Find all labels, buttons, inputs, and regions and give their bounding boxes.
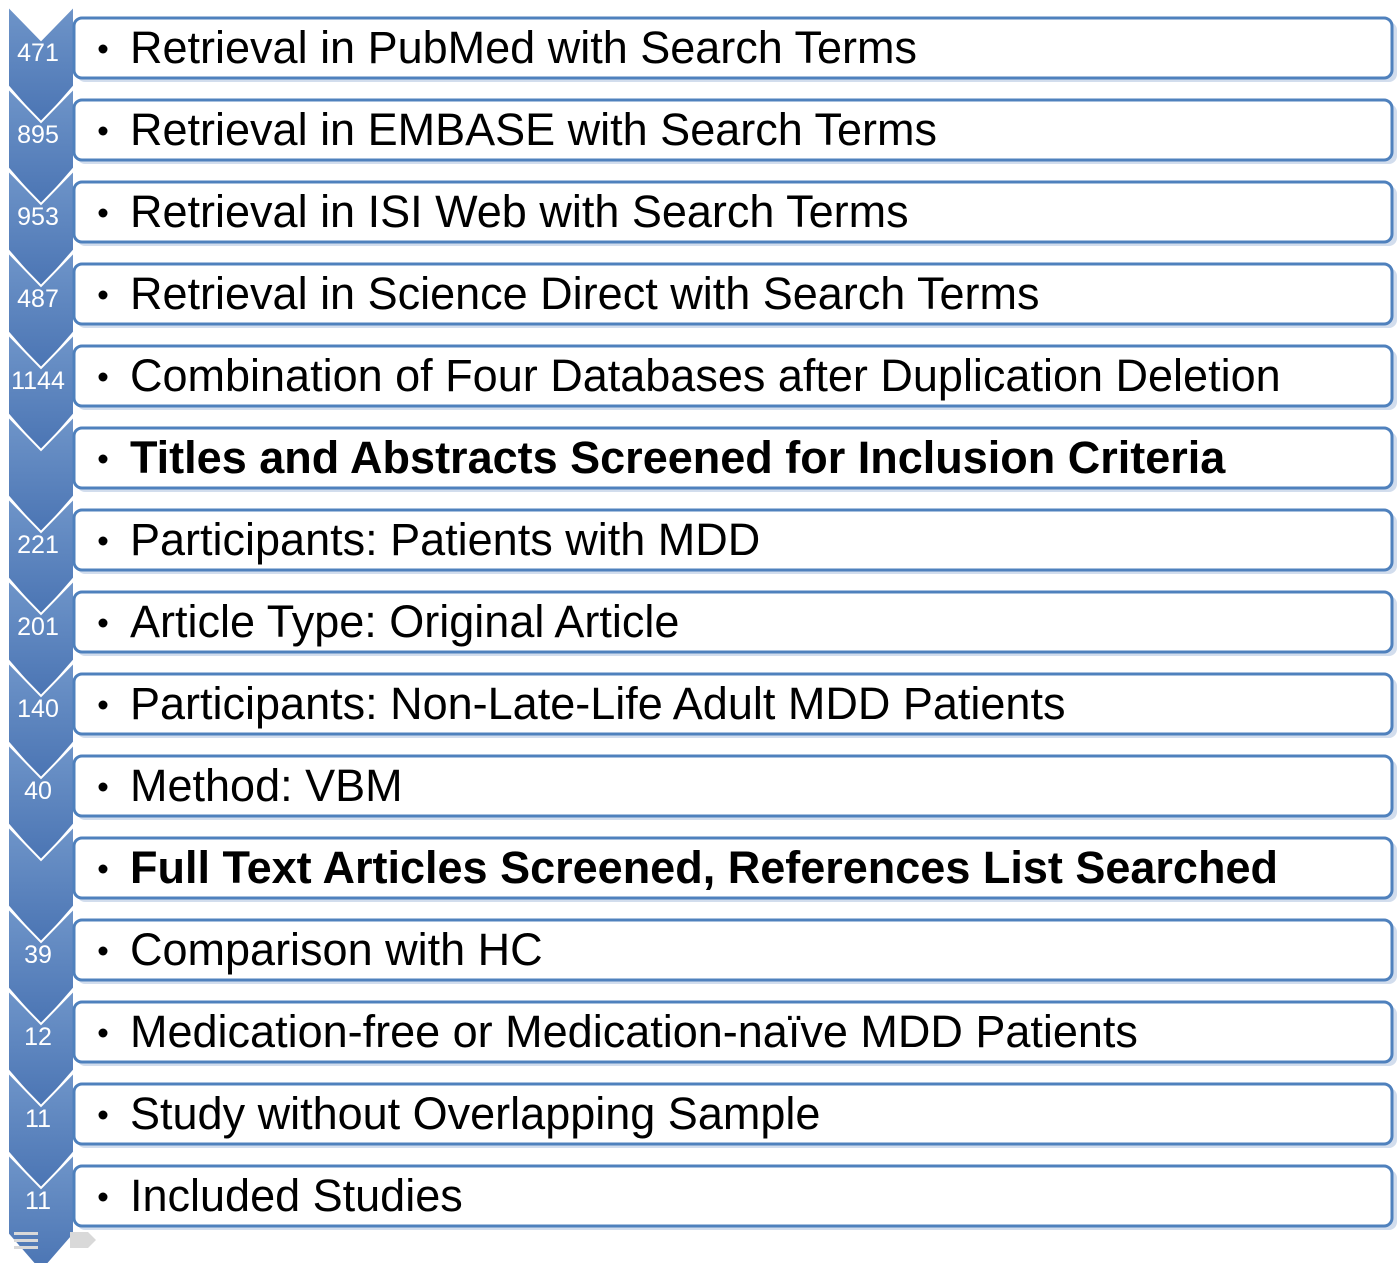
step-label: Retrieval in EMBASE with Search Terms [130,104,937,155]
flow-step [8,1154,1397,1263]
bullet-dot [99,1029,108,1038]
step-label: Combination of Four Databases after Duplication Deletion [130,350,1281,401]
bullet-dot [99,619,108,628]
step-label: Retrieval in Science Direct with Search Terms [130,268,1040,319]
step-label: Method: VBM [130,760,403,811]
step-count: 221 [17,531,59,559]
step-count: 895 [17,121,59,149]
step-label: Full Text Articles Screened, References List Searched [130,842,1278,893]
bullet-dot [99,783,108,792]
step-count: 471 [17,39,59,67]
bullet-dot [99,1111,108,1120]
step-count: 11 [25,1105,51,1133]
bullet-dot [99,455,108,464]
bullet-dot [99,865,108,874]
bullet-dot [99,1193,108,1202]
step-label: Participants: Patients with MDD [130,514,761,565]
step-count: 40 [24,777,52,805]
step-label: Retrieval in ISI Web with Search Terms [130,186,909,237]
step-label: Article Type: Original Article [130,596,680,647]
steps-layer [8,6,1397,1263]
step-label: Titles and Abstracts Screened for Inclusion Criteria [130,432,1226,483]
footer-lines-icon-3 [14,1246,38,1249]
step-count: 487 [17,285,59,313]
step-label: Study without Overlapping Sample [130,1088,821,1139]
step-count: 201 [17,613,59,641]
bullet-dot [99,701,108,710]
step-count: 1144 [11,367,65,395]
step-count: 140 [17,695,59,723]
footer-lines-icon-2 [14,1239,38,1242]
bullet-dot [99,291,108,300]
footer-arrow-icon [70,1232,96,1248]
step-count: 953 [17,203,59,231]
step-label: Participants: Non-Late-Life Adult MDD Patients [130,678,1066,729]
footer-lines-icon [14,1232,38,1235]
step-label: Retrieval in PubMed with Search Terms [130,22,917,73]
step-label: Comparison with HC [130,924,543,975]
step-label: Medication-free or Medication-naïve MDD Patients [130,1006,1138,1057]
bullet-dot [99,947,108,956]
bullet-dot [99,45,108,54]
bullet-dot [99,373,108,382]
step-count: 39 [24,941,52,969]
step-count: 12 [24,1023,52,1051]
bullet-dot [99,127,108,136]
step-label: Included Studies [130,1170,463,1221]
step-count: 11 [25,1187,51,1215]
bullet-dot [99,537,108,546]
bullet-dot [99,209,108,218]
